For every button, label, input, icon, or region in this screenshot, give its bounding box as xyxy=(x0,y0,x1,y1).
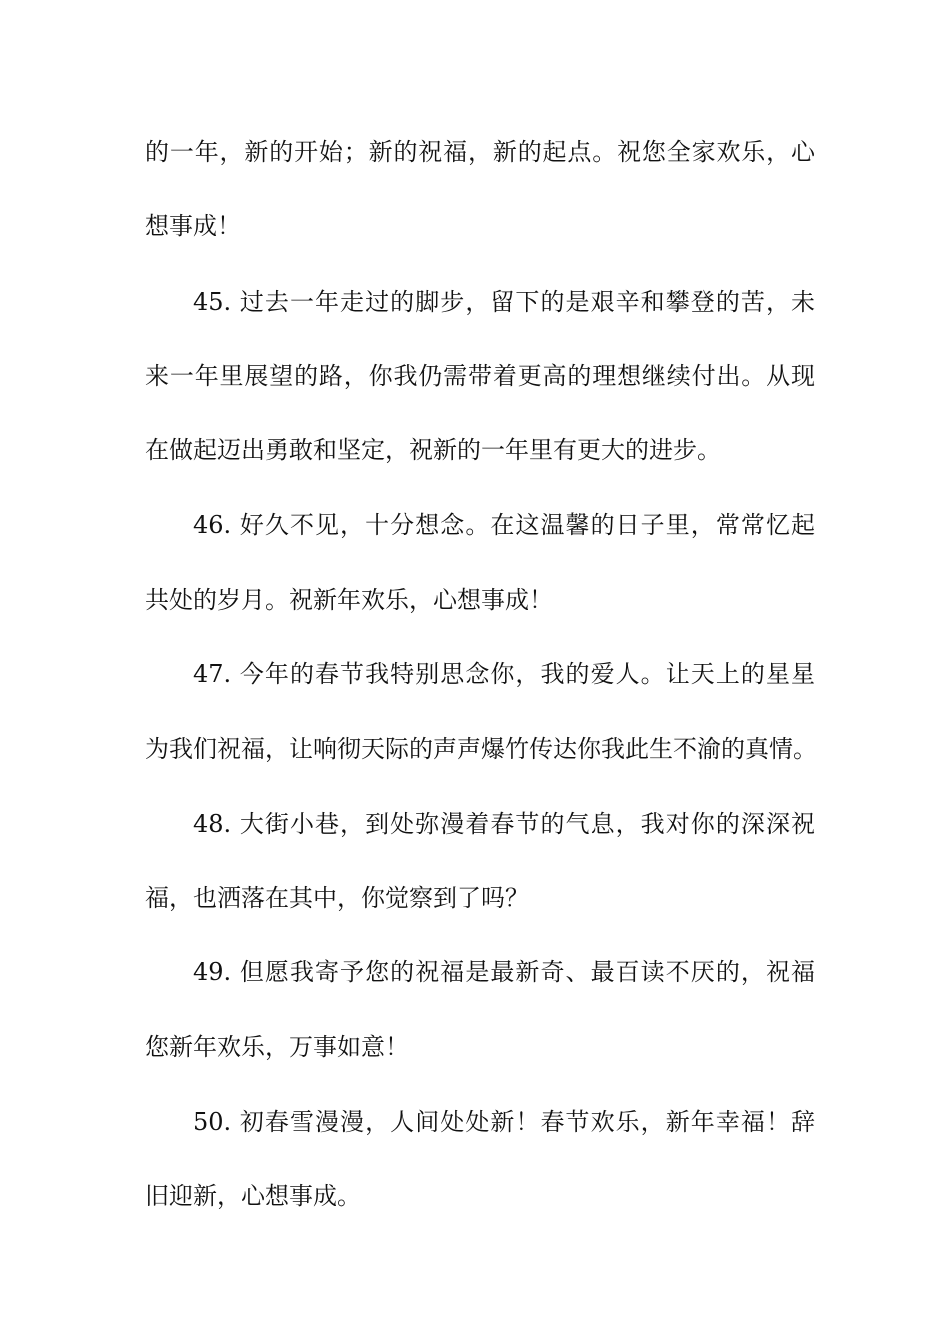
text-line-7: 共处的岁月。祝新年欢乐，心想事成！ xyxy=(145,586,553,614)
text-line-13: 您新年欢乐，万事如意！ xyxy=(145,1033,409,1061)
text-line-10: 48. 大街小巷，到处弥漫着春节的气息，我对你的深深祝 xyxy=(193,810,815,838)
text-line-8: 47. 今年的春节我特别思念你，我的爱人。让天上的星星 xyxy=(193,660,815,688)
text-line-14: 50. 初春雪漫漫，人间处处新！春节欢乐，新年幸福！辞 xyxy=(193,1108,815,1136)
text-line-5: 在做起迈出勇敢和坚定，祝新的一年里有更大的进步。 xyxy=(145,436,721,464)
text-line-1: 的一年，新的开始；新的祝福，新的起点。祝您全家欢乐，心 xyxy=(145,138,815,166)
text-line-12: 49. 但愿我寄予您的祝福是最新奇、最百读不厌的，祝福 xyxy=(193,958,815,986)
text-line-3: 45. 过去一年走过的脚步，留下的是艰辛和攀登的苦，未 xyxy=(193,288,815,316)
text-line-11: 福，也洒落在其中，你觉察到了吗？ xyxy=(145,884,529,912)
text-line-9: 为我们祝福，让响彻天际的声声爆竹传达你我此生不渝的真情。 xyxy=(145,735,817,763)
text-line-6: 46. 好久不见，十分想念。在这温馨的日子里，常常忆起 xyxy=(193,511,815,539)
text-line-4: 来一年里展望的路，你我仍需带着更高的理想继续付出。从现 xyxy=(145,362,815,390)
text-line-2: 想事成！ xyxy=(145,212,241,240)
text-line-15: 旧迎新，心想事成。 xyxy=(145,1182,361,1210)
